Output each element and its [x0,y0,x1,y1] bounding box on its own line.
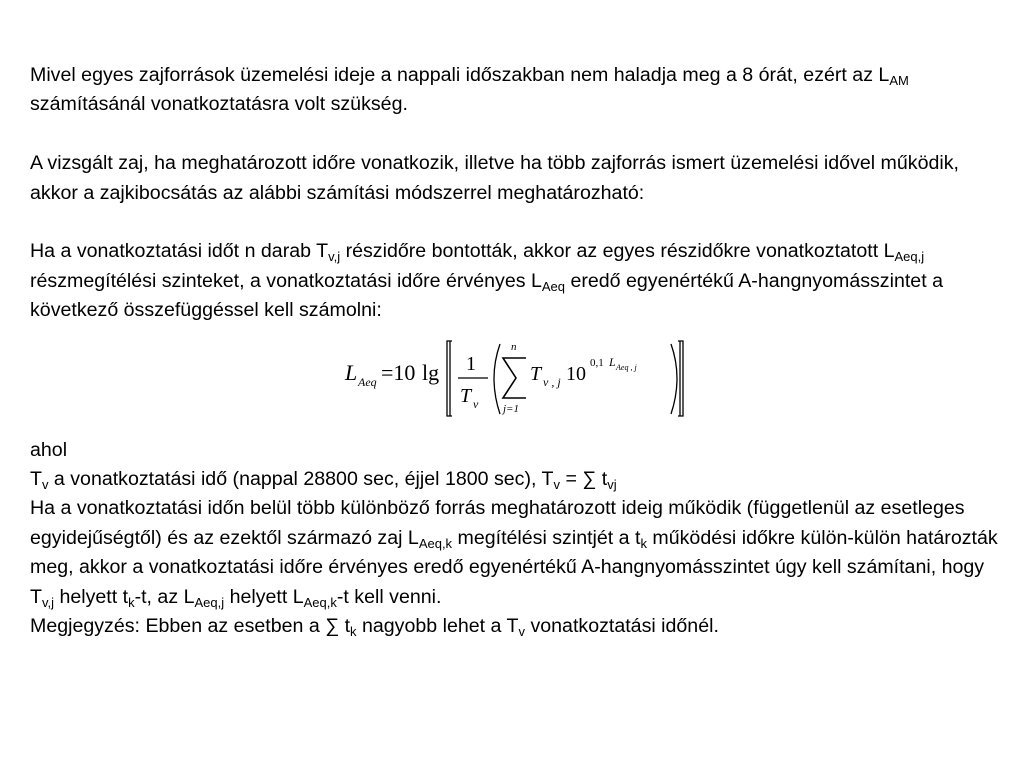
formula-laeq [30,336,1005,436]
spacer [30,120,1005,149]
subscript: Aeq,k [303,594,337,610]
subscript: Aeq [541,278,566,294]
term-t-sub: v , j [543,374,561,389]
text: működési időkre külön-külön határozták meg, akkor a vonatkoztatási időre érvényes eredő egyenértékű A-hangnyomásszintet úgy kell számítani, hogy T [30,526,998,608]
text: Megjegyzés: Ebben az esetben a ∑ t [30,615,351,638]
definition-tv [30,465,1005,494]
text: vonatkoztatási időnél. [525,615,719,638]
spacer [30,208,1005,237]
subscript: v [518,624,526,640]
exponent-l-sub: Aeq , j [616,362,637,372]
text: -t kell venni. [336,585,442,608]
sum-lower-limit: j=1 [503,402,519,415]
text: Ha a vonatkoztatási időt n darab T [30,240,329,263]
paragraph-partial-times [30,237,1005,325]
subscript: Aeq,k [418,535,453,551]
text: nagyobb lehet a T [356,615,519,638]
subscript: Aeq,j [894,249,925,265]
text: Ha a vonatkoztatási időn belül több különböző forrás meghatározott ideig működik (függetlenül az esetleges egyidejűségtől) és az ezektől származó zaj L [30,497,965,549]
fraction-numerator: 1 [466,352,476,375]
subscript: vj [607,477,617,493]
text: T [30,468,42,491]
formula-graphic [340,336,700,436]
formula-lg: lg [422,359,440,385]
subscript: k [128,594,135,610]
subscript: v [41,477,49,493]
label-ahol: ahol [30,438,68,461]
right-paren [671,344,677,414]
formula-equals: =10 [381,359,416,385]
subscript: k [350,624,357,640]
text: részmegítélési szinteket, a vonatkoztatási időre érvényes L [30,269,542,292]
sum-symbol [503,358,526,398]
text: helyett L [224,585,304,608]
subscript: v,j [328,249,341,265]
formula-lhs-sub: Aeq [358,374,377,389]
text: Mivel egyes zajforrások üzemelési ideje a nappali időszakban nem haladja meg a 8 órát, ezért az L [30,64,890,86]
text: számításánál vonatkoztatásra volt szükség. [30,93,408,116]
slide-content [30,61,1005,641]
exponent-coef: 0,1 [590,356,604,369]
text: a vonatkoztatási idő (nappal 28800 sec, éjjel 1800 sec), T [48,468,554,491]
fraction-denominator: T [460,384,472,407]
text: eredő egyenértékű A-hangnyomásszintet a következő összefüggéssel kell számolni: [30,269,943,322]
paragraph-intro [30,61,1005,120]
term-t: T [530,362,542,385]
text: -t, az L [134,585,195,608]
left-paren [494,344,500,414]
text: megítélési szintjét a t [452,526,641,549]
formula-lhs: L [345,359,358,385]
subscript: k [640,535,647,551]
paragraph-multiple-sources [30,494,1005,612]
power-base: 10 [566,362,586,385]
paragraph-method: A vizsgált zaj, ha meghatározott időre vonatkozik, illetve ha több zajforrás ismert üzemelési idővel működik, akkor a zajkibocsátás az alábbi számítási módszerrel meghatározható: [30,152,959,204]
paragraph-note [30,612,1005,641]
exponent-l: L [609,354,616,369]
subscript: Aeq,j [194,594,225,610]
text: részidőre bontották, akkor az egyes részidőkre vonatkoztatott L [340,240,895,263]
subscript: AM [889,73,909,88]
text: = ∑ t [560,468,608,491]
text: helyett t [54,585,129,608]
subscript: v [553,477,561,493]
fraction-denominator-sub: v [473,396,479,411]
sum-upper-limit: n [511,340,517,353]
subscript: v,j [41,594,55,610]
